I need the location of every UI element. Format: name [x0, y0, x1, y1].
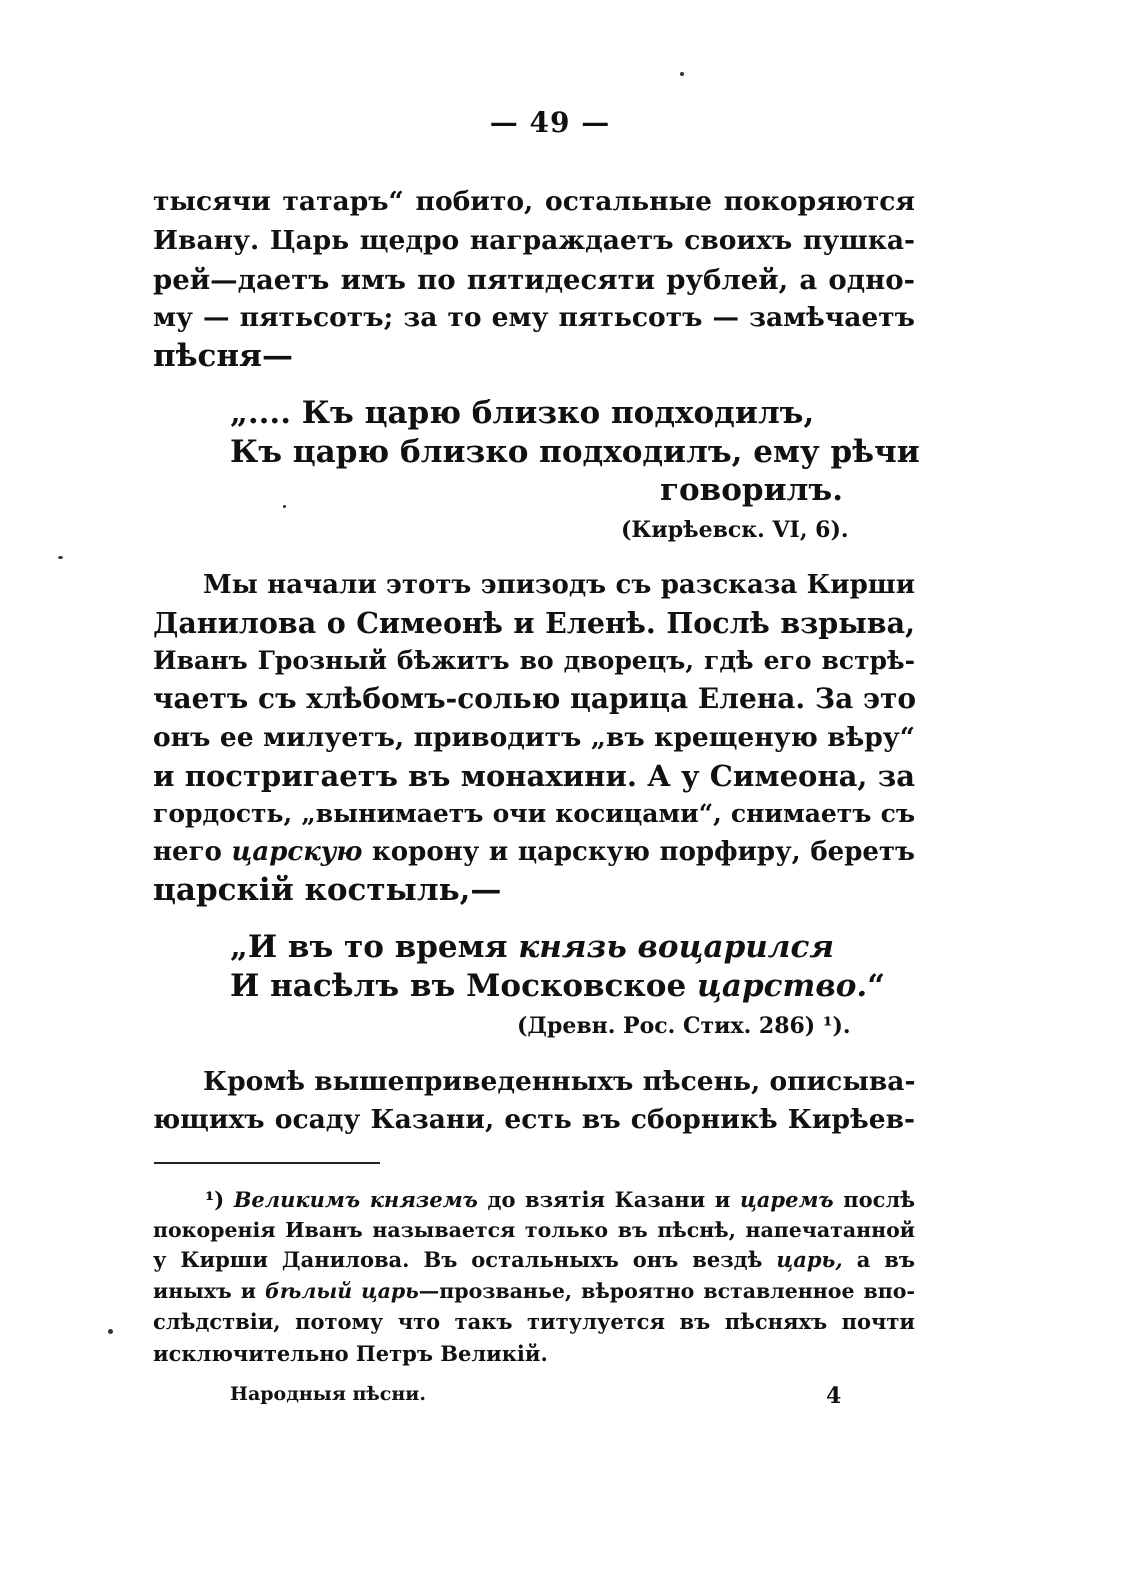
verse-line	[230, 967, 885, 1005]
scan-speck	[108, 1329, 113, 1334]
signature-title: Народныя пѣсни.	[230, 1383, 426, 1405]
paragraph-line: царскій костыль,—	[153, 872, 502, 908]
citation: (Древн. Рос. Стих. 286) ¹).	[517, 1013, 851, 1039]
footnote-line: покоренія Иванъ называется только въ пѣснѣ, напечатанной	[153, 1218, 915, 1242]
paragraph-line: Кромѣ вышеприведенныхъ пѣсень, описыва-	[203, 1066, 916, 1097]
footnote-line	[205, 1185, 915, 1215]
citation: (Кирѣевск. VI, 6).	[621, 517, 849, 543]
paragraph-line: Ивану. Царь щедро награждаетъ своихъ пушка-	[153, 225, 915, 256]
paragraph-line: ющихъ осаду Казани, есть въ сборникѣ Кирѣев-	[153, 1104, 915, 1135]
text-run: “	[867, 968, 886, 1004]
italic-word: царство.	[697, 968, 868, 1004]
paragraph-line: чаетъ съ хлѣбомъ-солью царица Елена. За это	[153, 682, 917, 715]
footnote-marker: ¹)	[205, 1187, 225, 1212]
footnote-line: слѣдствіи, потому что такъ титулуется въ пѣсняхъ почти	[153, 1309, 915, 1334]
paragraph-line: му — пятьсотъ; за то ему пятьсотъ — замѣчаетъ	[153, 302, 915, 333]
text-run: И насѣлъ въ Московское	[230, 968, 687, 1004]
paragraph-line: Мы начали этотъ эпизодъ съ разсказа Кирши	[203, 570, 915, 600]
paragraph-line	[153, 833, 915, 871]
italic-word: царскую	[231, 837, 363, 867]
text-run: корону и царскую порфиру, беретъ	[372, 837, 915, 867]
verse-line: говорилъ.	[660, 472, 843, 508]
text-run: а въ	[856, 1247, 916, 1272]
text-run: иныхъ и	[153, 1279, 256, 1303]
text-run: —прозванье, вѣроятно вставленное впо-	[418, 1279, 915, 1303]
paragraph-line: пѣсня—	[153, 338, 293, 374]
italic-word: царемъ	[739, 1187, 834, 1212]
footnote-line	[153, 1276, 915, 1306]
italic-phrase: бѣлый царь	[265, 1279, 419, 1303]
paragraph-line: тысячи татаръ“ побито, остальные покоряются	[153, 186, 915, 217]
text-run: него	[153, 837, 222, 867]
scan-speck	[58, 556, 63, 559]
verse-line	[230, 928, 834, 966]
scan-speck	[680, 72, 684, 76]
verse-line: „.... Къ царю близко подходилъ,	[230, 395, 815, 431]
paragraph-line: онъ ее милуетъ, приводитъ „въ крещеную вѣру“	[153, 722, 915, 753]
paragraph-line: и постригаетъ въ монахини. А у Симеона, за	[153, 759, 915, 793]
signature-number: 4	[826, 1383, 842, 1409]
verse-line: Къ царю близко подходилъ, ему рѣчи	[230, 434, 920, 470]
paragraph-line: Иванъ Грозный бѣжитъ во дворецъ, гдѣ его встрѣ-	[153, 646, 915, 675]
paragraph-line: рей—даетъ имъ по пятидесяти рублей, а одно-	[153, 264, 915, 296]
footnote-line: исключительно Петръ Великій.	[153, 1341, 548, 1366]
text-run: послѣ	[843, 1187, 915, 1212]
text-run: у Кирши Данилова. Въ остальныхъ онъ вездѣ	[153, 1247, 763, 1272]
text-run: „И въ то время	[230, 929, 508, 965]
page-number: — 49 —	[489, 106, 611, 139]
footnote-line	[153, 1245, 915, 1275]
footnote-divider	[154, 1162, 380, 1164]
italic-phrase: Великимъ княземъ	[233, 1187, 478, 1212]
paragraph-line: Данилова о Симеонѣ и Еленѣ. Послѣ взрыва,	[153, 606, 915, 640]
italic-phrase: князь воцарился	[518, 929, 835, 965]
italic-word: царь,	[776, 1247, 843, 1272]
paragraph-line: гордость, „вынимаетъ очи косицами“, снимаетъ съ	[153, 799, 915, 828]
scan-speck	[283, 505, 286, 508]
text-run: до взятія Казани и	[487, 1187, 731, 1212]
